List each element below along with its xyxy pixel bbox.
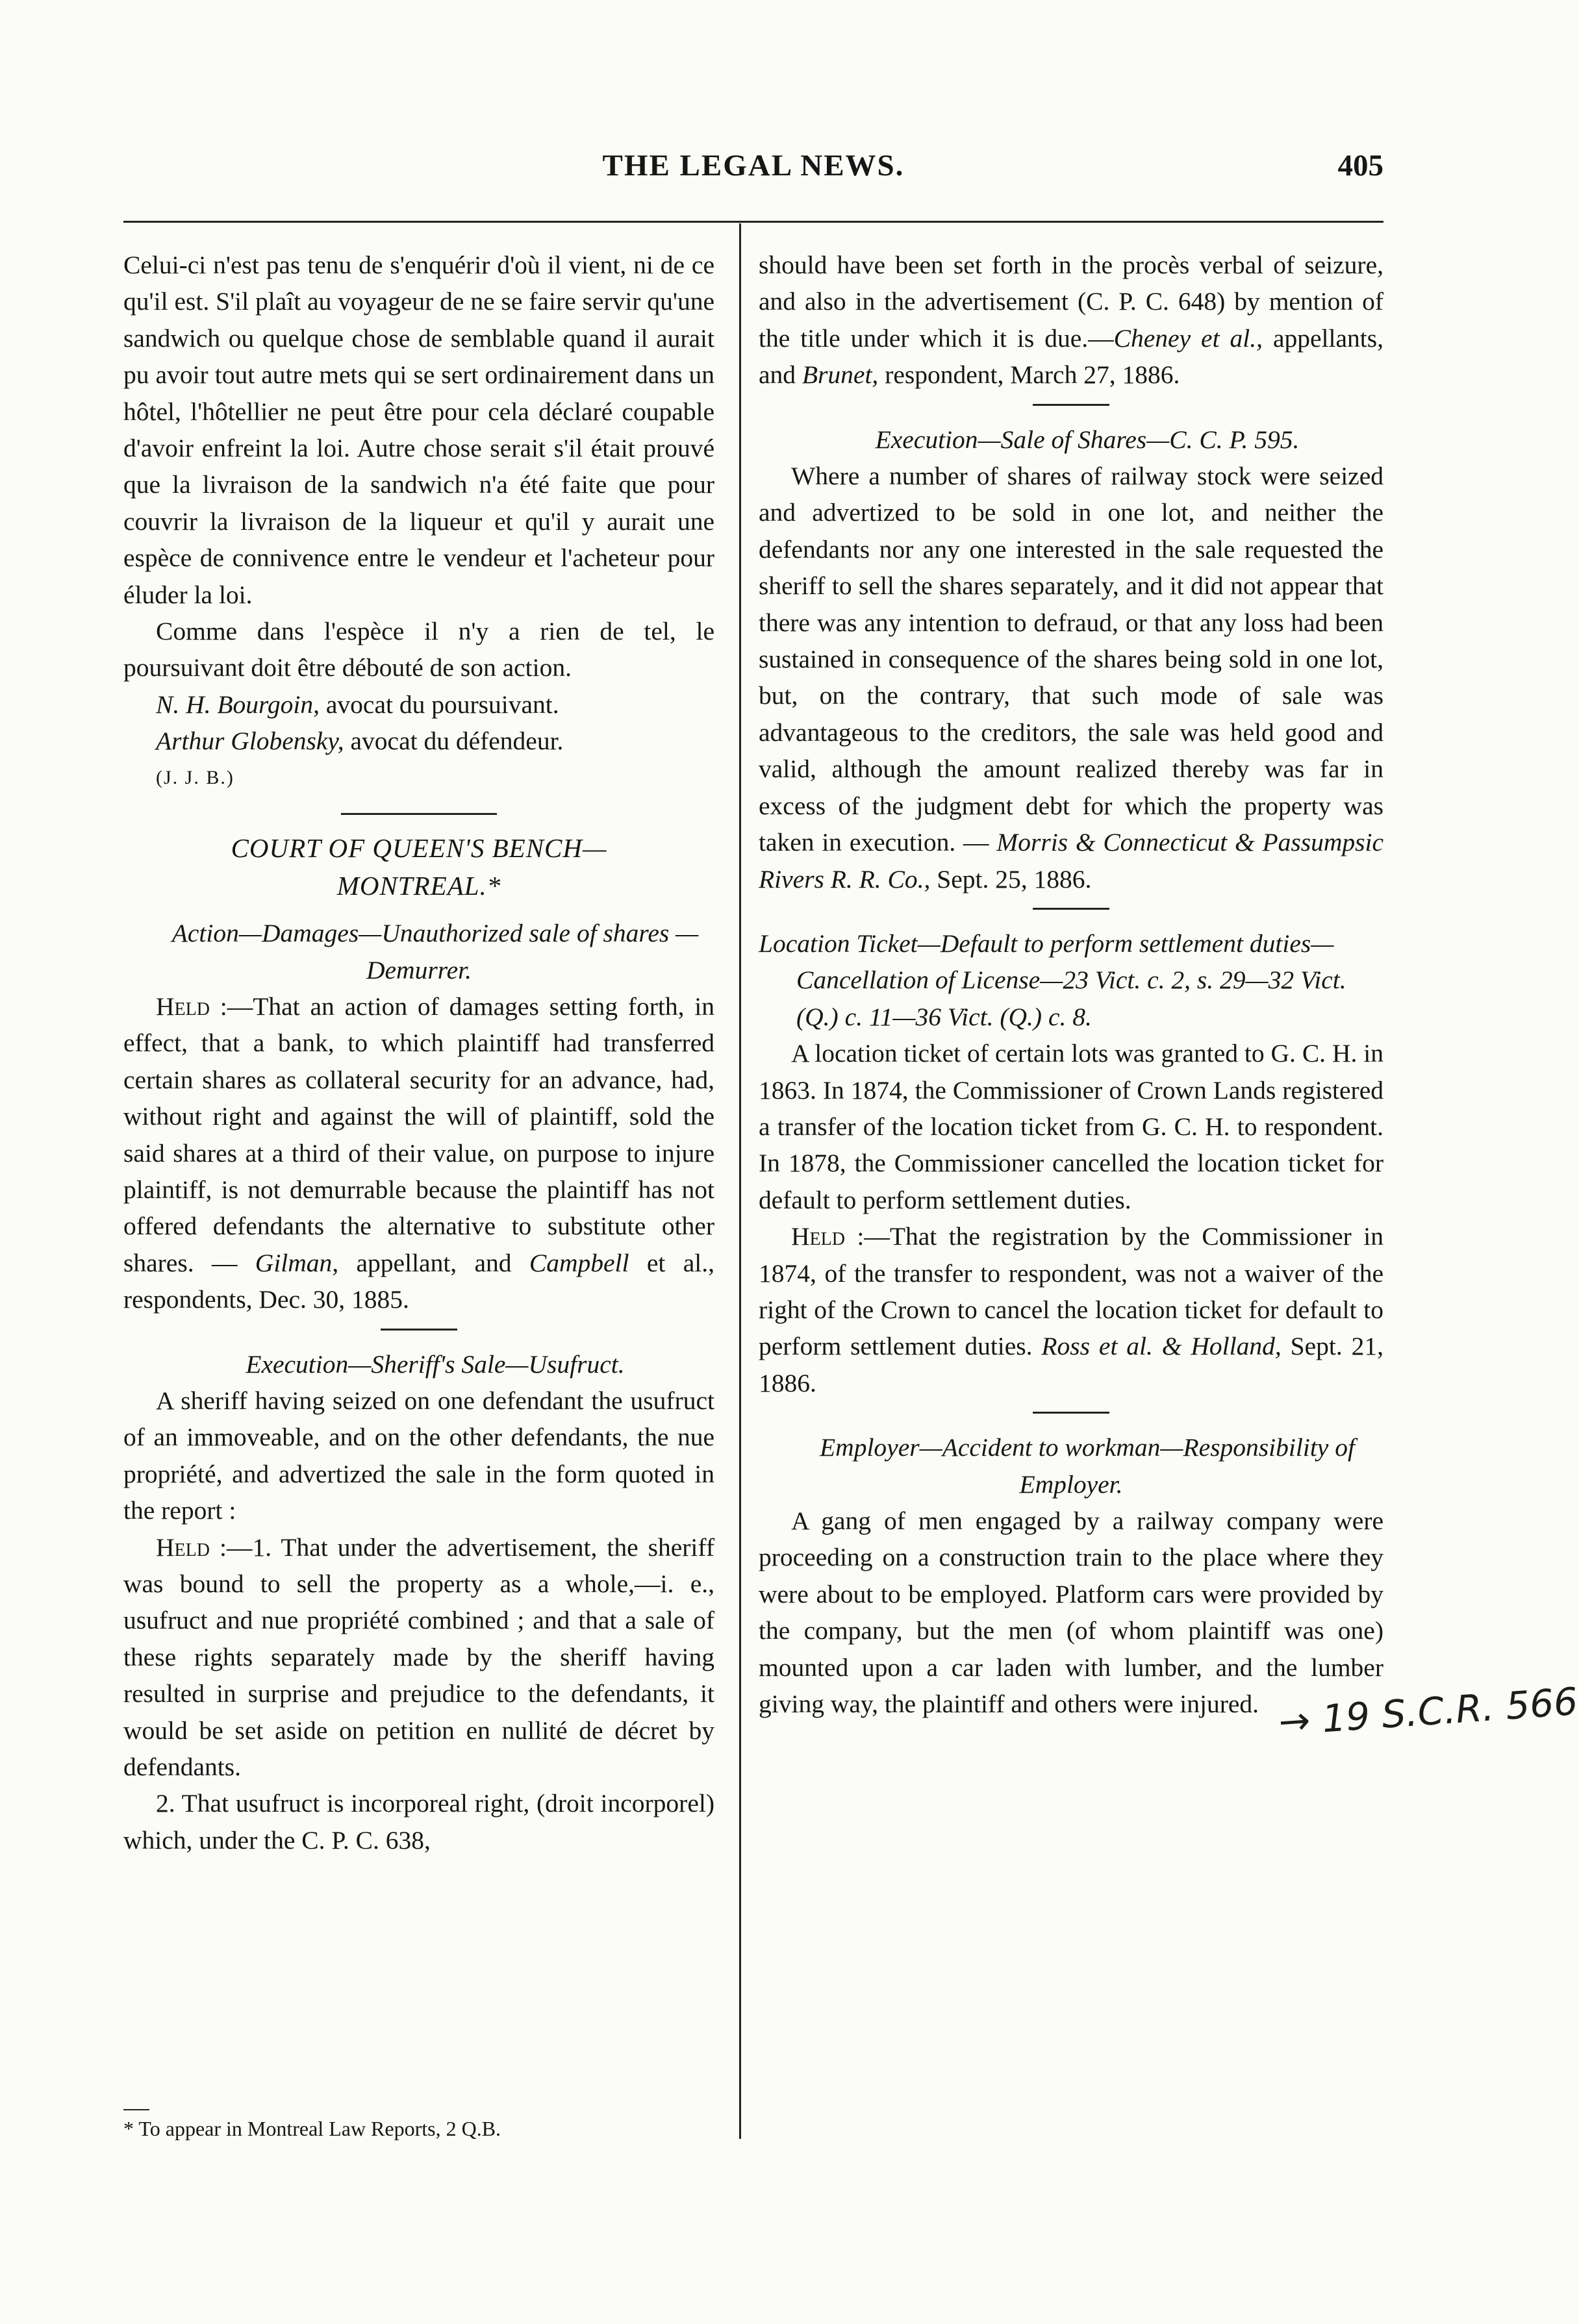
section-separator (341, 813, 497, 815)
page-number: 405 (1337, 149, 1383, 182)
held-text: :—That an action of damages setting forth, in effect, that a bank, to which plaintiff had transferred certain shares as collateral security for an advance, had, without right and against the will of plaintiff, sold the said shares at a third of their value, on purpose to injure plaintiff, is not demurrable because the plaintiff has not offered defendants the alternative to substitute other shares. — (123, 992, 714, 1277)
held-text: :—1. That under the advertisement, the sheriff was bound to sell the property as a whole,—i. e., usufruct and nue propriété combined ; and that a sale of these rights separately made by the sheriff having resulted in surprise and prejudice to the defendants, it would be set aside on petition en nullité de décret by defendants. (123, 1532, 714, 1782)
section-separator (1033, 908, 1109, 910)
running-title: THE LEGAL NEWS. (602, 149, 905, 182)
footnote: * To appear in Montreal Law Reports, 2 Q.B. (123, 2117, 501, 2140)
paragraph: A sheriff having seized on one defendant the usufruct of an immoveable, and on the other defendants, the nue propriété, and advertized the sale in the form quoted in the report : (123, 1386, 714, 1525)
counsel-role: avocat du poursuivant. (320, 690, 559, 719)
case-headnote: Location Ticket—Default to perform settlement duties—Cancellation of License—23 Vict. c. 2, s. 29—32 Vict. (Q.) c. 11—36 Vict. (Q.) c. 8. (759, 929, 1346, 1031)
handwritten-annotation: → 19 S.C.R. 566 (1277, 1679, 1579, 1745)
party-name: Cheney et al., (1113, 323, 1263, 353)
held-paragraph (123, 1529, 714, 1786)
case-citation: Sept. 21, 1886. (759, 1332, 1383, 1397)
party-name: Gilman, (255, 1248, 339, 1277)
paragraph: A location ticket of certain lots was granted to G. C. H. in 1863. In 1874, the Commissioner of Crown Lands registered a transfer of the location ticket from G. C. H. to respondent. In 1878, the Commissioner cancelled the location ticket for default to perform settlement duties. (759, 1039, 1383, 1214)
paragraph-text: Where a number of shares of railway stock were seized and advertized to be sold in one lot, and neither the defendants nor any one interested in the sale requested the sheriff to sell the shares separately, and it did not appear that there was any intention to defraud, or that any loss had been sustained in consequence of the shares being sold in one lot, but, on the contrary, that such mode of sale was advantageous to the creditors, the sale was held good and valid, although the amount realized thereby was far in excess of the judgment debt for which the property was taken in execution. — (759, 462, 1383, 857)
court-heading-line: COURT OF QUEEN'S BENCH— (231, 833, 607, 864)
counsel-name: N. H. Bourgoin, (156, 690, 320, 719)
case-headnote: Employer—Accident to workman—Responsibility of Employer. (820, 1433, 1355, 1499)
case-headnote: Action—Damages—Unauthorized sale of shares —Demurrer. (171, 919, 699, 984)
paragraph: Celui-ci n'est pas tenu de s'enquérir d'où il vient, ni de ce qu'il est. S'il plaît au voyageur de ne se faire servir qu'une sandwich ou quelque chose de semblable quand il aurait pu avoir tout autre mets qui se sert ordinairement dans un hôtel, l'hôtellier ne peut être pour cela déclaré coupable d'avoir enfreint la loi. Autre chose serait s'il était prouvé que la livraison de la sandwich n'a été faite que pour couvrir la livraison de la liqueur et qu'il y aurait une espèce de connivence entre le vendeur et l'acheteur pour éluder la loi. (123, 251, 714, 609)
party-name: Brunet, (802, 360, 879, 390)
held-text: :—That the registration by the Commissioner in 1874, of the transfer to respondent, was not a waiver of the right of the Crown to cancel the location ticket for default to perform settlement duties. (759, 1222, 1383, 1361)
paragraph-text: should have been set forth in the procès verbal of seizure, and also in the advertisement (C. P. C. 648) by mention of the title under which it is due.— (759, 251, 1383, 353)
held-paragraph (759, 1218, 1383, 1401)
held-paragraph (123, 988, 714, 1318)
counsel-role: avocat du défendeur. (344, 727, 564, 756)
court-heading (123, 829, 714, 905)
party-name: Ross et al. & Holland, (1041, 1332, 1282, 1361)
header-rule (123, 221, 1383, 223)
counsel-line (123, 686, 714, 723)
paragraph: 2. That usufruct is incorporeal right, (droit incorporel) which, under the C. P. C. 638, (123, 1789, 714, 1855)
footnote-rule (123, 2109, 149, 2110)
paragraph (759, 247, 1383, 394)
case-citation: Sept. 25, 1886. (930, 864, 1092, 893)
held-label: Held (156, 992, 210, 1021)
column-divider (739, 223, 741, 2139)
case-citation: appellant, and (338, 1248, 529, 1277)
left-column (123, 247, 714, 1858)
section-separator (1033, 404, 1109, 406)
case-citation: appellants, and (759, 323, 1383, 390)
case-headnote: Execution—Sheriff's Sale—Usufruct. (246, 1349, 625, 1379)
party-name: Campbell (529, 1248, 629, 1277)
right-column (759, 247, 1383, 1722)
counsel-line (123, 723, 714, 759)
case-headnote: Execution—Sale of Shares—C. C. P. 595. (875, 425, 1300, 454)
counsel-name: Arthur Globensky, (156, 727, 344, 756)
reporter-initials: (J. J. B.) (156, 766, 234, 788)
case-citation: respondent, March 27, 1886. (878, 360, 1180, 390)
page-header (123, 148, 1383, 194)
section-separator (381, 1329, 457, 1331)
held-label: Held (791, 1222, 845, 1251)
section-separator (1033, 1412, 1109, 1414)
party-name: Morris & Connecticut & Passumpsic Rivers R. R. Co., (759, 828, 1383, 893)
paragraph: A gang of men engaged by a railway company were proceeding on a construction train to the place where they were about to be employed. Platform cars were provided by the company, but the men (of whom plaintiff was one) mounted upon a car laden with lumber, and the lumber giving way, the plaintiff and others were injured. (759, 1506, 1383, 1719)
held-label: Held (156, 1532, 210, 1562)
paragraph: Comme dans l'espèce il n'y a rien de tel, le poursuivant doit être débouté de son action. (123, 617, 714, 682)
case-citation: et al., respondents, Dec. 30, 1885. (123, 1248, 714, 1314)
court-heading-line: MONTREAL.* (336, 871, 501, 901)
paragraph (759, 458, 1383, 897)
